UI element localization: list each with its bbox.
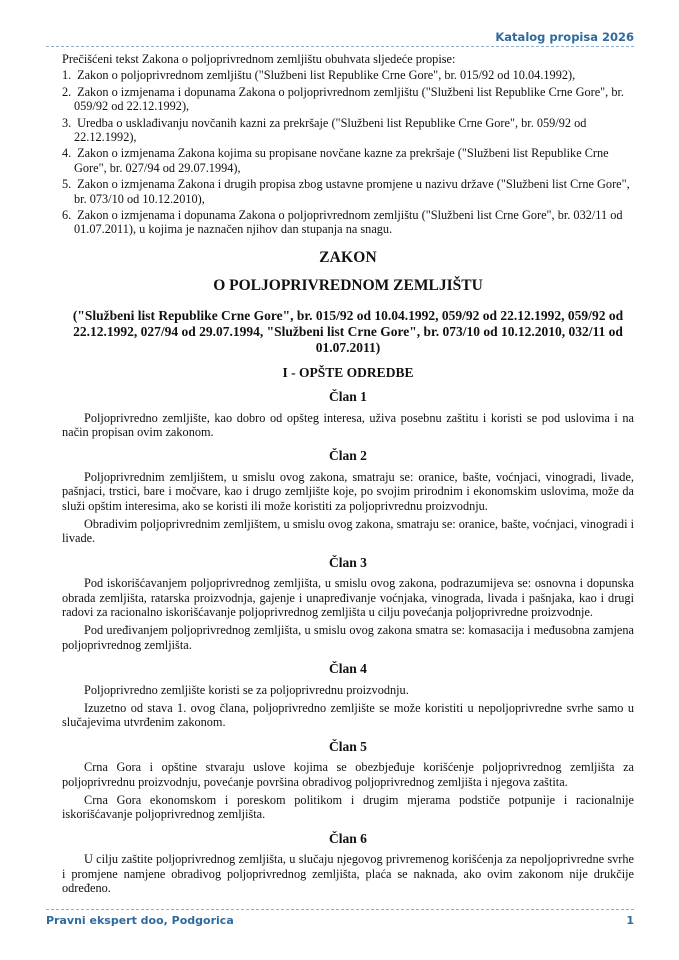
articles-container (62, 390, 634, 895)
article-heading: Član 3 (329, 554, 367, 570)
amendment-item (62, 85, 634, 114)
amendment-item (62, 68, 634, 82)
document-body (62, 52, 634, 899)
amendment-number: 4. (62, 146, 72, 161)
page-footer (46, 909, 634, 928)
amendment-item (62, 208, 634, 237)
catalog-title: Katalog propisa 2026 (495, 30, 634, 44)
intro-text: Prečišćeni tekst Zakona o poljoprivrednom zemljištu obuhvata sljedeće propise: (62, 52, 456, 66)
article-paragraph: Izuzetno od stava 1. ovog člana, poljoprivredno zemljište se može koristiti u nepoljoprivredne svrhe samo u slučajevima utvrđenim zakonom. (62, 701, 634, 730)
article-paragraph: Poljoprivredno zemljište, kao dobro od opšteg interesa, uživa posebnu zaštitu i koristi se pod uslovima i na način propisan ovim zakonom. (62, 410, 634, 439)
amendment-number: 5. (62, 177, 72, 192)
article-paragraph: Poljoprivredno zemljište koristi se za poljoprivrednu proizvodnju. (84, 682, 409, 697)
publisher-name: Pravni ekspert doo, Podgorica (46, 914, 234, 927)
article-heading: Član 4 (329, 661, 367, 677)
section-title: I - OPŠTE ODREDBE (282, 364, 414, 380)
amendment-text: Zakon o izmjenama i dopunama Zakona o poljoprivrednom zemljištu ("Službeni list Crne Gore", br. 032/11 od 01.07.2011), u kojima je naznačen njihov dan stupanja na snagu. (74, 208, 623, 237)
article-paragraph: Crna Gora i opštine stvaraju uslove kojima se obezbjeđuje korišćenje poljoprivrednog zemljišta za poljoprivrednu proizvodnju, povećanje površina obradivog poljoprivrednog zemljišta i njegova zaštita. (62, 760, 634, 789)
amendment-text: Uredba o usklađivanju novčanih kazni za prekršaje ("Službeni list Republike Crne Gore", br. 059/92 od 22.12.1992), (74, 115, 587, 145)
amendment-item (62, 116, 634, 145)
amendment-text: Zakon o poljoprivrednom zemljištu ("Službeni list Republike Crne Gore", br. 015/92 od 10.04.1992), (77, 68, 576, 83)
article-paragraph: Crna Gora ekonomskom i poreskom politikom i drugim mjerama podstiče potpunije i racionalnije iskorišćavanje poljoprivrednog zemljišta. (62, 793, 634, 822)
amendment-text: Zakon o izmjenama Zakona i drugih propisa zbog ustavne promjene u nazivu države ("Službeni list Crne Gore", br. 073/10 od 10.12.2010), (74, 177, 630, 206)
amendment-list (62, 68, 634, 236)
article-paragraph: Poljoprivrednim zemljištem, u smislu ovog zakona, smatraju se: oranice, bašte, voćnjaci, vinogradi, livade, pašnjaci, trstici, bare i močvare, kao i drugo zemljište koje, po svojim prirodnim i ekonomskim uslovima, može da služi opštim interesima, ako se koristi ili može koristiti za poljoprivrednu proizvodnju. (62, 469, 634, 513)
article-paragraph: Pod uređivanjem poljoprivrednog zemljišta, u smislu ovog zakona smatra se: komasacija i međusobna zamjena poljoprivrednog zemljišta. (62, 623, 634, 652)
article-paragraph: Pod iskorišćavanjem poljoprivrednog zemljišta, u smislu ovog zakona, podrazumijeva se: osnovna i dopunska obrada zemljišta, ratarska proizvodnja, gajenje i unapređivanje voćnjaka, vinograda, livada i pašnjaka, kao i drugi radovi za racionalno iskorišćavanje poljoprivrednog zemljišta u cilju povećanja poljoprivredne proizvodnje. (62, 576, 634, 619)
amendment-text: Zakon o izmjenama i dopunama Zakona o poljoprivrednom zemljištu ("Službeni list Republike Crne Gore", br. 059/92 od 22.12.1992), (74, 84, 624, 114)
law-subtitle: O POLJOPRIVREDNOM ZEMLJIŠTU (213, 277, 483, 295)
amendment-number: 2. (62, 84, 72, 99)
amendment-item (62, 146, 634, 175)
article-paragraph: U cilju zaštite poljoprivrednog zemljišta, u slučaju njegovog privremenog korišćenja za nepoljoprivredne svrhe i promjene namjene obradivog poljoprivrednog zemljišta, plaća se naknada, ako ovim zakonom nije drukčije određeno. (62, 852, 634, 896)
amendment-number: 6. (62, 208, 72, 223)
article-paragraph: Obradivim poljoprivrednim zemljištem, u smislu ovog zakona, smatraju se: oranice, bašte, voćnjaci, vinogradi i livade. (62, 516, 634, 546)
article-heading: Član 6 (329, 830, 367, 846)
page-header (46, 28, 634, 47)
page-number: 1 (626, 914, 634, 927)
article-heading: Član 5 (329, 738, 367, 754)
amendment-number: 3. (62, 115, 72, 130)
article-heading: Član 2 (329, 448, 367, 464)
amendment-item (62, 177, 634, 206)
law-title: ZAKON (319, 248, 377, 266)
law-gazette-references: ("Službeni list Republike Crne Gore", br. 015/92 od 10.04.1992, 059/92 od 22.12.1992, 059/92 od 22.12.1992, 027/94 od 29.07.1994, "Službeni list Crne Gore", br. 073/10 od 10.12.2010, 032/11 od 01.07.2011) (72, 307, 624, 355)
article-heading: Član 1 (329, 389, 367, 405)
amendment-number: 1. (62, 68, 72, 83)
amendment-text: Zakon o izmjenama Zakona kojima su propisane novčane kazne za prekršaje ("Službeni list Republike Crne Gore", br. 027/94 od 29.07.1994), (74, 146, 609, 175)
